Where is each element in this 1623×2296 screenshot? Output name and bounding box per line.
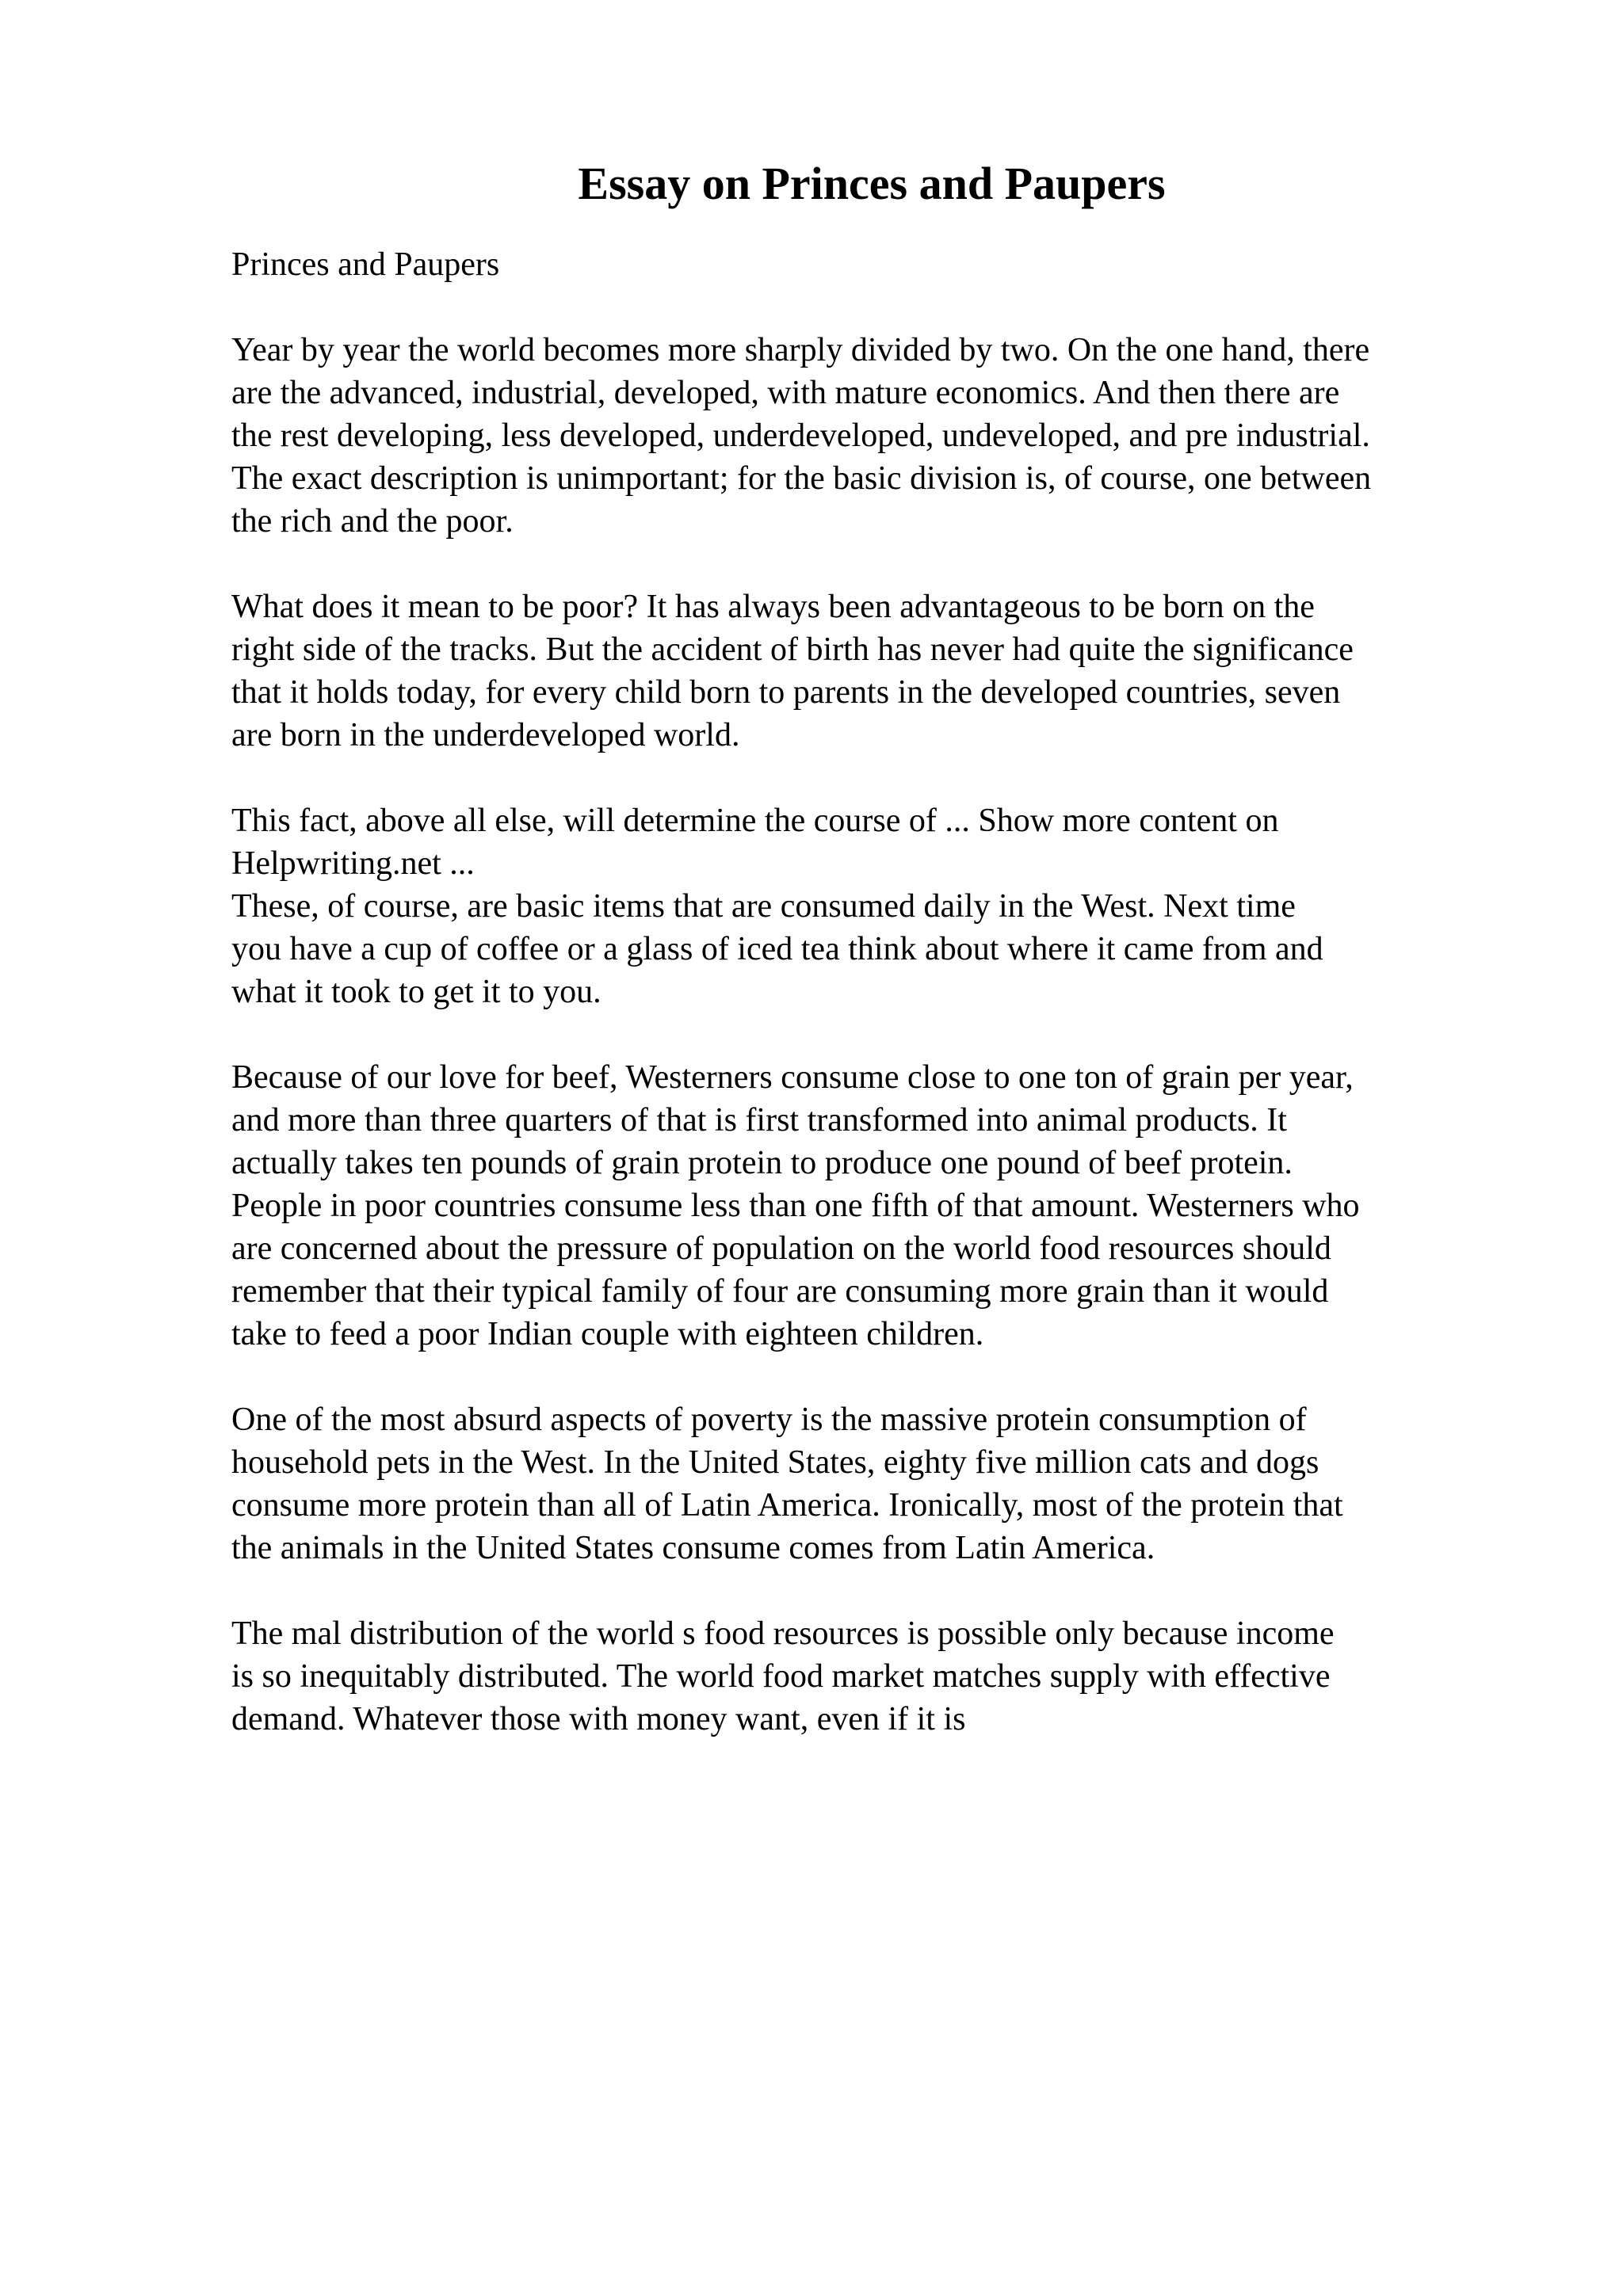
text-line: is so inequitably distributed. The world food market matches supply with effective: [231, 1658, 1331, 1695]
text-line: The exact description is unimportant; for the basic division is, of course, one between: [231, 460, 1372, 497]
text-line: remember that their typical family of four are consuming more grain than it would: [231, 1273, 1329, 1310]
text-line: what it took to get it to you.: [231, 974, 601, 1010]
text-line: These, of course, are basic items that are consumed daily in the West. Next time: [231, 888, 1296, 925]
text-line: right side of the tracks. But the accident of birth has never had quite the significance: [231, 631, 1354, 668]
text-line: One of the most absurd aspects of poverty is the massive protein consumption of: [231, 1402, 1307, 1438]
text-line: are concerned about the pressure of population on the world food resources should: [231, 1230, 1331, 1267]
text-line: and more than three quarters of that is first transformed into animal products. It: [231, 1102, 1287, 1138]
text-line: consume more protein than all of Latin America. Ironically, most of the protein that: [231, 1487, 1343, 1524]
text-line: the animals in the United States consume comes from Latin America.: [231, 1530, 1155, 1566]
text-line: demand. Whatever those with money want, even if it is: [231, 1701, 966, 1737]
text-line: household pets in the West. In the United States, eighty five million cats and dogs: [231, 1444, 1319, 1481]
text-line: Year by year the world becomes more sharply divided by two. On the one hand, there: [231, 332, 1370, 368]
paragraph: [231, 1612, 1531, 1741]
text-line: Helpwriting.net ...: [231, 845, 475, 882]
paragraph: [231, 1398, 1531, 1569]
text-line: What does it mean to be poor? It has always been advantageous to be born on the: [231, 589, 1315, 625]
paragraph: [231, 885, 1531, 1013]
text-line: take to feed a poor Indian couple with eighteen children.: [231, 1316, 984, 1352]
text-line: are born in the underdeveloped world.: [231, 717, 740, 753]
text-line: The mal distribution of the world s food resources is possible only because income: [231, 1615, 1335, 1652]
paragraph: [231, 329, 1531, 543]
text-line: Because of our love for beef, Westerners consume close to one ton of grain per year,: [231, 1059, 1354, 1096]
essay-body: [231, 243, 1531, 1783]
text-line: you have a cup of coffee or a glass of iced tea think about where it came from and: [231, 931, 1323, 967]
paragraph: [231, 1056, 1531, 1356]
text-line: the rest developing, less developed, underdeveloped, undeveloped, and pre industrial.: [231, 418, 1370, 454]
paragraph: [231, 799, 1531, 885]
text-line: This fact, above all else, will determine the course of ... Show more content on: [231, 803, 1279, 839]
text-line: actually takes ten pounds of grain protein to produce one pound of beef protein.: [231, 1145, 1293, 1181]
text-line: People in poor countries consume less than one fifth of that amount. Westerners who: [231, 1188, 1360, 1224]
text-line: are the advanced, industrial, developed, with mature economics. And then there are: [231, 375, 1340, 411]
essay-subtitle: Princes and Paupers: [231, 246, 500, 283]
text-line: that it holds today, for every child born to parents in the developed countries, seven: [231, 674, 1341, 711]
essay-title: Essay on Princes and Paupers: [578, 158, 1166, 209]
paragraph: [231, 585, 1531, 757]
text-line: the rich and the poor.: [231, 503, 514, 540]
